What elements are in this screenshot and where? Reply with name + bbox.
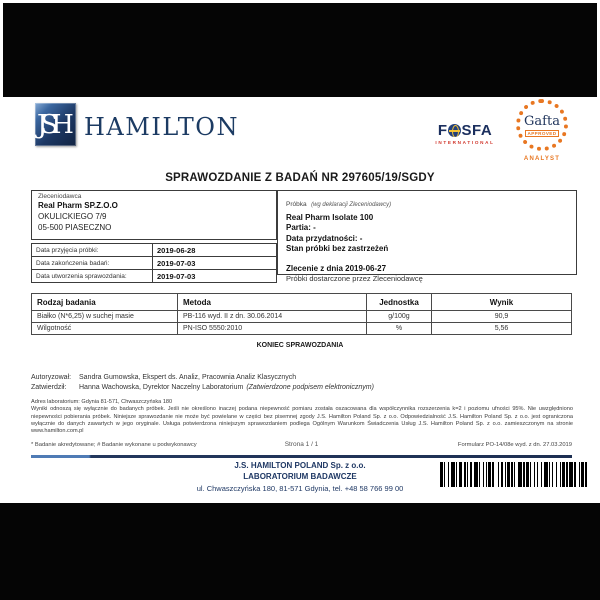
result-unit: g/100g [367,311,432,323]
hamilton-wordmark: HAMILTON [84,113,239,141]
jsh-monogram: JSH [37,109,67,140]
client-label: Zleceniodawca [38,193,82,200]
gafta-wreath-icon [516,99,568,151]
approved-note: (Zatwierdzone podpisem elektronicznym) [246,384,374,391]
date-label: Data utworzenia sprawozdania: [32,270,153,283]
barcode [440,462,590,487]
end-of-report-label: KONIEC SPRAWOZDANIA [256,342,344,349]
client-address-line-1: OKULICKIEGO 7/9 [38,212,107,221]
sample-label-note: (wg deklaracji Zleceniodawcy) [311,202,392,208]
footer-lab: LABORATORIUM BADAWCZE [243,472,357,481]
date-value: 2019-07-03 [153,270,277,283]
date-label: Data zakończenia badań: [32,257,153,270]
page-number: Strona 1 / 1 [284,441,319,448]
result-method: PB-116 wyd. II z dn. 30.06.2014 [178,311,367,323]
fosfa-logo [432,122,498,145]
gafta-analyst-label: ANALYST [523,156,561,162]
signatures-block [31,373,374,393]
date-value: 2019-06-28 [153,244,277,257]
gafta-wordmark: Gafta [524,113,560,129]
date-row [32,257,277,270]
sample-spacer [286,253,568,262]
authorized-name: Sandra Gumowska, Ekspert ds. Analiz, Pracownia Analiz Klasycznych [79,374,297,381]
client-box [31,190,277,240]
dates-table [31,243,277,283]
sample-condition: Stan próbki bez zastrzeżeń [286,244,389,254]
sample-label: Próbka [286,201,307,208]
client-name: Real Pharm SP.Z.O.O [38,201,118,210]
result-test: Białko (N*6,25) w suchej masie [32,311,178,323]
disclaimer-text: Wyniki odnoszą się wyłącznie do badanych próbek. Jeśli nie określono inaczej podana niepewność pomiaru została oszacowana dla współczynnika rozszerzenia k=2 i poziomu ufności 95%. Nie uwzględniono niepewności pobierania próbek. Niniejsze sprawozdanie nie może być powielane w części bez pisemnej zgody J.S. Hamilton Poland Sp. z o.o. Odpowiedzialność J.S. Hamilton Poland Sp. z o.o. jest ograniczona wyłącznie do danych zawartych w jego oryginale. Usługa potwierdzona niniejszym sprawozdaniem podlega Ogólnym Warunkom Świadczenia Usług J.S. Hamilton Poland Sp. z o.o. zamieszczonym na stronie www.hamilton.com.pl [31,406,573,435]
jsh-logo [35,103,76,146]
result-method: PN-ISO 5550:2010 [178,323,367,335]
sample-expiry: Data przydatności: - [286,233,363,243]
sample-order: Zlecenie z dnia 2019-06-27 [286,263,387,273]
fosfa-globe-icon [448,124,461,137]
fosfa-wordmark: F SFA [437,122,493,139]
results-header-test: Rodzaj badania [32,294,178,311]
authorized-label: Autoryzował: [31,374,72,381]
approved-label: Zatwierdził: [31,384,67,391]
date-value: 2019-07-03 [153,257,277,270]
signature-authorized [31,373,374,383]
gafta-approved-badge: APPROVED [525,130,560,137]
date-label: Data przyjęcia próbki: [32,244,153,257]
results-header-method: Metoda [178,294,367,311]
date-row [32,270,277,283]
signature-approved [31,383,374,393]
footnote-accreditation: * Badanie akredytowane; # Badanie wykonane u podwykonawcy [31,442,197,448]
results-header-row [32,294,572,311]
sample-name: Real Pharm Isolate 100 [286,212,374,222]
result-row [32,311,572,323]
approved-name: Hanna Wachowska, Dyrektor Naczelny Laboratorium [79,384,244,391]
client-address-line-2: 05-500 PIASECZNO [38,223,112,232]
lab-address-note: Adres laboratorium: Gdynia 81-571, Chwaszczyńska 180 [31,399,173,405]
gafta-logo [512,99,572,162]
sample-box [277,190,577,284]
results-table [31,293,572,335]
footnotes-row [31,441,572,448]
fosfa-subtitle: INTERNATIONAL [435,140,495,145]
result-value: 5,56 [432,323,572,335]
report-title: SPRAWOZDANIE Z BADAŃ NR 297605/19/SGDY [165,172,435,184]
result-value: 90,9 [432,311,572,323]
form-number: Formularz PO-14/08e wyd. z dn. 27.03.2019 [457,442,572,448]
sample-delivery: Próbki dostarczone przez Zleceniodawcę [286,274,423,284]
footer-rule [31,455,572,458]
results-header-unit: Jednostka [367,294,432,311]
result-row [32,323,572,335]
footer-company: J.S. HAMILTON POLAND Sp. z o.o. [234,461,366,470]
sample-batch: Partia: - [286,223,316,233]
footer-address: ul. Chwaszczyńska 180, 81-571 Gdynia, tel. +48 58 766 99 00 [196,483,404,493]
result-unit: % [367,323,432,335]
bottom-letterbox-band [0,503,600,600]
result-test: Wilgotność [32,323,178,335]
top-letterbox-band [3,3,597,97]
fine-print-block [31,399,573,435]
results-header-result: Wynik [432,294,572,311]
date-row [32,244,277,257]
